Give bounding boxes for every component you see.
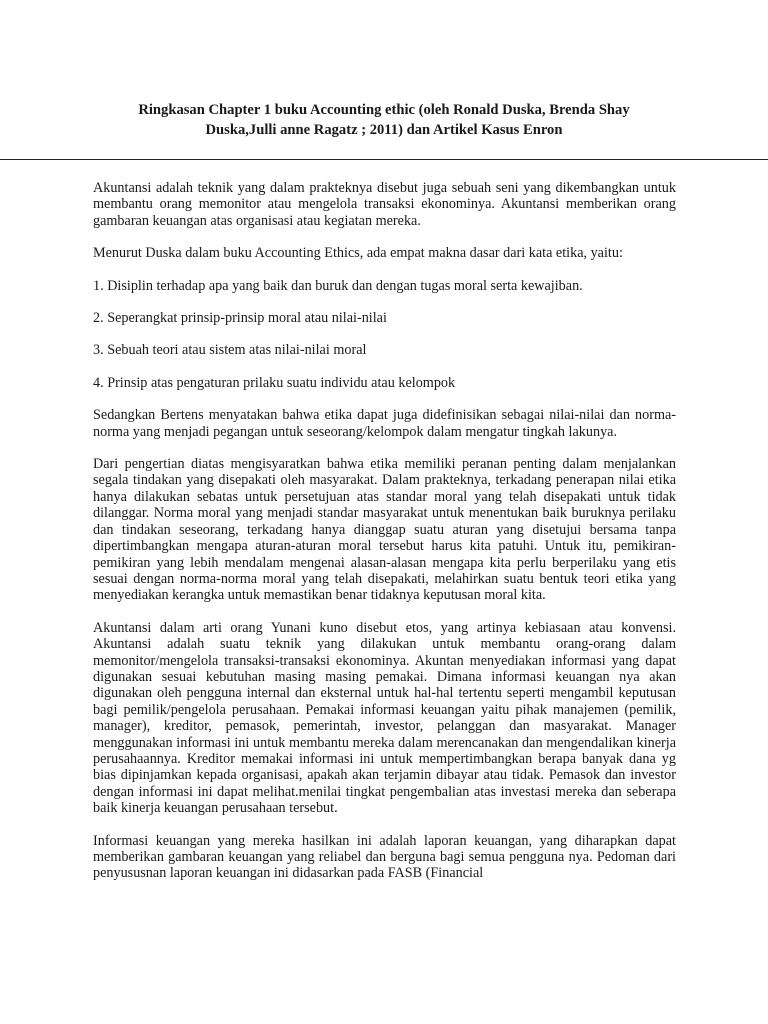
list-item: 2. Seperangkat prinsip-prinsip moral atau nilai-nilai [93, 310, 387, 327]
paragraph-intro: Akuntansi adalah teknik yang dalam prakteknya disebut juga sebuah seni yang dikembangkan untuk membantu orang memonitor atau mengelola transaksi ekonominya. Akuntansi memberikan orang gambaran keuangan atas organisasi atau kegiatan mereka. [93, 180, 676, 229]
paragraph-bertens: Sedangkan Bertens menyatakan bahwa etika dapat juga didefinisikan sebagai nilai-nilai dan norma-norma yang menjadi pegangan untuk seseorang/kelompok dalam mengatur tingkah lakunya. [93, 407, 676, 440]
paragraph-accounting-users: Akuntansi dalam arti orang Yunani kuno disebut etos, yang artinya kebiasaan atau konvensi. Akuntansi adalah suatu teknik yang dilakukan untuk membantu orang-orang dalam memonitor/mengelola transaksi-transaksi ekonominya. Akuntan menyediakan informasi yang dapat digunakan sesuai kebutuhan masing masing pemakai. Dimana informasi keuangan nya akan digunakan oleh pengguna internal dan eksternal untuk hal-hal tertentu seperti mengambil keputusan bagi pemilik/pengelola perusahaan. Pemakai informasi keuangan yaitu pihak manajemen (pemilik, manager), kreditor, pemasok, pemerintah, investor, pelanggan dan masyarakat. Manager menggunakan informasi ini untuk membantu mereka dalam merencanakan dan mengendalikan kinerja perusahaannya. Kreditor memakai informasi ini untuk mempertimbangkan berapa banyak dana yg bias dipinjamkan kepada organisasi, apakah akan terjamin dibayar atau tidak. Pemasok dan investor dengan informasi ini dapat melihat.menilai tingkat pengembalian atas investasi mereka dan seberapa baik kinerja keuangan perusahaan tersebut. [93, 619, 676, 817]
list-item: 1. Disiplin terhadap apa yang baik dan buruk dan dengan tugas moral serta kewajiban. [93, 277, 583, 294]
list-item: 4. Prinsip atas pengaturan prilaku suatu individu atau kelompok [93, 374, 456, 391]
document-title [60, 100, 708, 140]
paragraph-financial-reports: Informasi keuangan yang mereka hasilkan ini adalah laporan keuangan, yang diharapkan dapat memberikan gambaran keuangan yang reliabel dan berguna bagi semua pengguna nya. Pedoman dari penyususnan laporan keuangan ini didasarkan pada FASB (Financial [93, 832, 676, 882]
title-divider [0, 159, 768, 160]
title-line-1: Ringkasan Chapter 1 buku Accounting ethic (oleh Ronald Duska, Brenda Shay [138, 102, 630, 118]
paragraph-duska: Menurut Duska dalam buku Accounting Ethics, ada empat makna dasar dari kata etika, yaitu: [93, 245, 623, 262]
title-line-2: Duska,Julli anne Ragatz ; 2011) dan Artikel Kasus Enron [205, 122, 563, 138]
document-body [93, 180, 676, 898]
list-item: 3. Sebuah teori atau sistem atas nilai-nilai moral [93, 342, 367, 359]
paragraph-ethics-role: Dari pengertian diatas mengisyaratkan bahwa etika memiliki peranan penting dalam menjalankan segala tindakan yang disepakati oleh masyarakat. Dalam prakteknya, terkadang penerapan nilai etika hanya dilakukan sebatas untuk persetujuan atas standar moral yang telah disepakati untuk tidak dilanggar. Norma moral yang menjadi standar masyarakat untuk menentukan baik buruknya perilaku dan tindakan seseorang, terkadang hanya dianggap suatu aturan yang disetujui bersama tanpa dipertimbangkan mengapa aturan-aturan moral tersebut harus kita patuhi. Untuk itu, pemikiran-pemikiran yang lebih mendalam mengenai alasan-alasan mengapa kita perlu berperilaku yang etis sesuai dengan norma-norma moral yang telah disepakati, melahirkan suatu bentuk teori etika yang menyediakan kerangka untuk memastikan benar tidaknya keputusan moral kita. [93, 456, 676, 604]
